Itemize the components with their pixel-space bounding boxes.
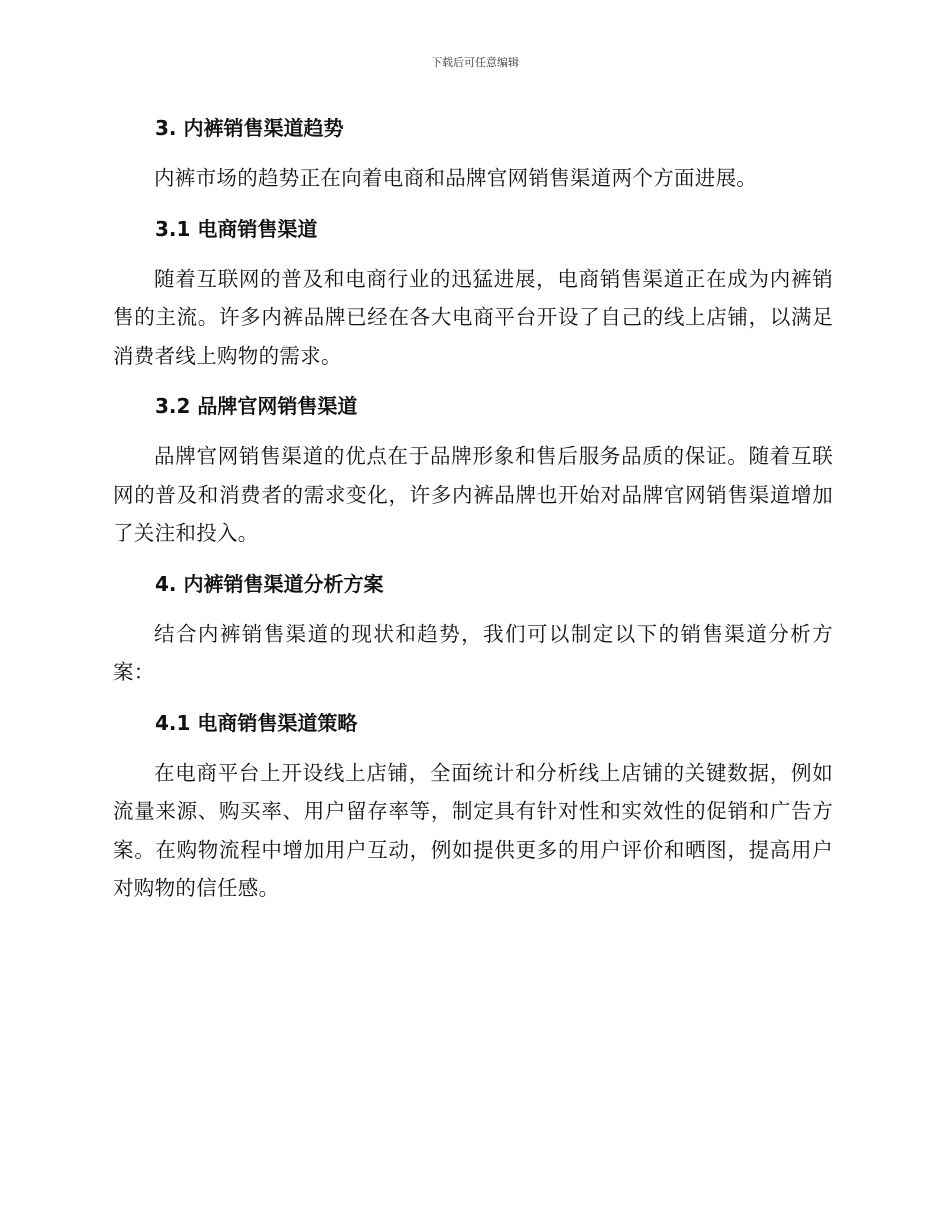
section-paragraph-3-1: 随着互联网的普及和电商行业的迅猛进展，电商销售渠道正在成为内裤销售的主流。许多内裤品牌已经在各大电商平台开设了自己的线上店铺，以满足消费者线上购物的需求。 (113, 266, 833, 368)
section-heading-4: 4. 内裤销售渠道分析方案 (155, 571, 384, 596)
section-heading-4-1: 4.1 电商销售渠道策略 (155, 710, 358, 735)
section-heading-3-2: 3.2 品牌官网销售渠道 (155, 394, 358, 418)
section-heading-3-1: 3.1 电商销售渠道 (155, 216, 318, 241)
section-paragraph-4-1: 在电商平台上开设线上店铺，全面统计和分析线上店铺的关键数据，例如流量来源、购买率、用户留存率等，制定具有针对性和实效性的促销和广告方案。在购物流程中增加用户互动，例如提供更多的用户评价和晒图，提高用户对购物的信任感。 (113, 760, 833, 900)
section-heading-3: 3. 内裤销售渠道趋势 (155, 116, 344, 140)
section-paragraph-3-2: 品牌官网销售渠道的优点在于品牌形象和售后服务品质的保证。随着互联网的普及和消费者的需求变化，许多内裤品牌也开始对品牌官网销售渠道增加了关注和投入。 (113, 444, 833, 545)
page-header: 下载后可任意编辑 (431, 56, 519, 69)
section-paragraph-4: 结合内裤销售渠道的现状和趋势，我们可以制定以下的销售渠道分析方案： (113, 621, 833, 684)
document-body (113, 111, 833, 908)
section-paragraph-3: 内裤市场的趋势正在向着电商和品牌官网销售渠道两个方面进展。 (154, 166, 758, 190)
